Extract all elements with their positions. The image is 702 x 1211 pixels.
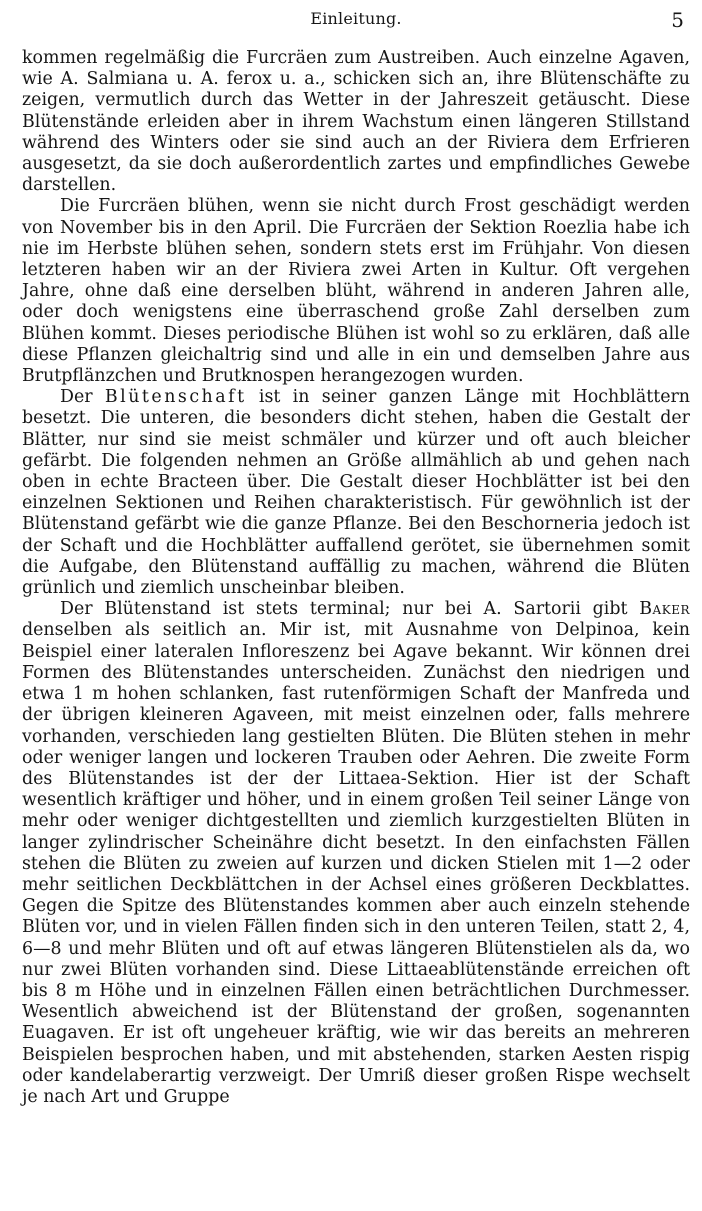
paragraph-text: Der: [60, 387, 105, 408]
running-header: [22, 0, 690, 48]
paragraph: [22, 387, 690, 599]
paragraph-text: Die Furcräen blühen, wenn sie nicht durch Frost geschädigt werden von November bis in den April. Die Furcräen der Sektion Roezlia habe ich nie im Herbste blühen sehen, sondern stets erst im Frühjahr. Von diesen letzteren haben wir an der Riviera zwei Arten in Kultur. Oft vergehen Jahre, ohne daß eine derselben blüht, während in anderen Jahren alle, oder doch wenigstens eine überraschend große Zahl derselben zum Blühen kommt. Dieses periodische Blühen ist wohl so zu erklären, daß alle diese Pflanzen gleichaltrig sind und alle in ein und demselben Jahre aus Brutpflänzchen und Brutknospen herangezogen wurden.: [22, 196, 690, 387]
body-text: [22, 48, 690, 1108]
paragraph: [22, 196, 690, 387]
paragraph-text: denselben als seitlich an. Mir ist, mit Ausnahme von Delpinoa, kein Beispiel einer lateralen Infloreszenz bei Agave bekannt. Wir können drei Formen des Blütenstandes unterscheiden. Zunächst den niedrigen und etwa 1 m hohen schlanken, fast rutenförmigen Schaft der Manfreda und der übrigen kleineren Agaveen, mit meist einzelnen oder, falls mehrere vorhanden, verschieden lang gestielten Blüten. Die Blüten stehen in mehr oder weniger langen und lockeren Trauben oder Aehren. Die zweite Form des Blütenstandes ist der der Littaea-Sektion. Hier ist der Schaft wesentlich kräftiger und höher, und in einem großen Teil seiner Länge von mehr oder weniger dichtgestellten und ziemlich kurzgestielten Blüten in langer zylindrischer Scheinähre dicht besetzt. In den einfachsten Fällen stehen die Blüten zu zweien auf kurzen und dicken Stielen mit 1—2 oder mehr seitlichen Deckblättchen in der Achsel eines größeren Deckblattes. Gegen die Spitze des Blütenstandes kommen aber auch einzeln stehende Blüten vor, und in vielen Fällen finden sich in den unteren Teilen, statt 2, 4, 6—8 und mehr Blüten und oft auf etwas längeren Blütenstielen als da, wo nur zwei Blüten vorhanden sind. Diese Littaeablütenstände erreichen oft bis 8 m Höhe und in einzelnen Fällen einen beträchtlichen Durchmesser. Wesentlich abweichend ist der Blütenstand der großen, sogenannten Euagaven. Er ist oft ungeheuer kräftig, wie wir das bereits an mehreren Beispielen besprochen haben, und mit abstehenden, starken Aesten rispig oder kandelaberartig verzweigt. Der Umriß dieser großen Rispe wechselt je nach Art und Gruppe: [22, 620, 690, 1107]
running-title: Einleitung.: [310, 9, 402, 28]
paragraph: [22, 599, 690, 1108]
emphasized-term: Blütenschaft: [104, 387, 247, 408]
paragraph-text: kommen regelmäßig die Furcräen zum Austreiben. Auch einzelne Agaven, wie A. Salmiana u. A. ferox u. a., schicken sich an, ihre Blütenschäfte zu zeigen, vermutlich durch das Wetter in der Jahreszeit getäuscht. Diese Blütenstände erleiden aber in ihrem Wachstum einen längeren Stillstand während des Winters oder sie sind auch an der Riviera dem Erfrieren ausgesetzt, da sie doch außerordentlich zartes und empfindliches Gewebe darstellen.: [22, 48, 690, 196]
paragraph-text: Der Blütenstand ist stets terminal; nur bei A. Sartorii gibt: [60, 599, 640, 620]
author-name: Baker: [639, 599, 690, 620]
paragraph-text: ist in seiner ganzen Länge mit Hochblättern besetzt. Die unteren, die besonders dicht stehen, haben die Gestalt der Blätter, nur sind sie meist schmäler und kürzer und oft auch bleicher gefärbt. Die folgenden nehmen an Größe allmählich ab und gehen nach oben in echte Bracteen über. Die Gestalt dieser Hochblätter ist bei den einzelnen Sektionen und Reihen charakteristisch. Für gewöhnlich ist der Blütenstand gefärbt wie die ganze Pflanze. Bei den Beschorneria jedoch ist der Schaft und die Hochblätter auffallend gerötet, sie übernehmen somit die Aufgabe, den Blütenstand auffällig zu machen, während die Blüten grünlich und ziemlich unscheinbar bleiben.: [22, 387, 691, 599]
paragraph: [22, 48, 690, 196]
page-number: 5: [671, 8, 684, 32]
